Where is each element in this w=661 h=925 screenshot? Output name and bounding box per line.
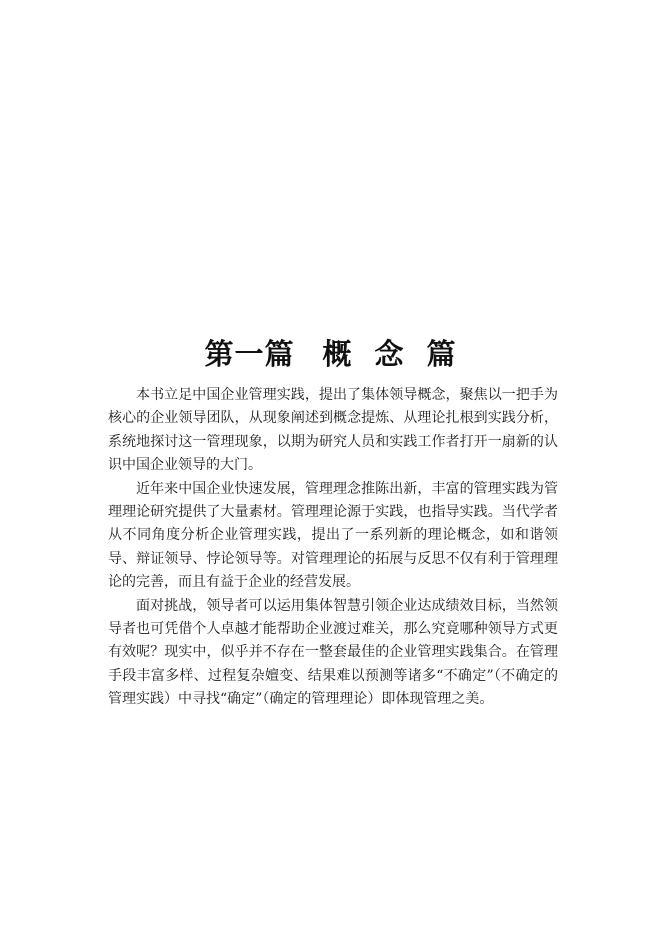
paragraph-2: 近年来中国企业快速发展，管理理念推陈出新，丰富的管理实践为管理理论研究提供了大量素材。管理理论源于实践，也指导实践。当代学者从不同角度分析企业管理实践，提出了一系列新的理论概念，如和谐领导、辩证领导、悖论领导等。对管理理论的拓展与反思不仅有利于管理理论的完善，而且有益于企业的经营发展。 xyxy=(108,480,558,591)
title-char-1: 概 xyxy=(322,337,353,371)
title-char-3: 篇 xyxy=(426,337,457,371)
paragraph-1: 本书立足中国企业管理实践，提出了集体领导概念，聚焦以一把手为核心的企业领导团队，从现象阐述到概念提炼、从理论扎根到实践分析，系统地探讨这一管理现象，以期为研究人员和实践工作者打开一扇新的认识中国企业领导的大门。 xyxy=(108,387,558,474)
paragraph-3: 面对挑战，领导者可以运用集体智慧引领企业达成绩效目标，当然领导者也可凭借个人卓越才能帮助企业渡过难关，那么究竟哪种领导方式更有效呢？现实中，似乎并不存在一整套最佳的企业管理实践集合。在管理手段丰富多样、过程复杂嬗变、结果难以预测等诸多“不确定”（不确定的管理实践）中寻找“确定”（确定的管理理论）即体现管理之美。 xyxy=(108,597,558,708)
title-char-2: 念 xyxy=(374,337,405,371)
body-text xyxy=(108,384,558,712)
part-title xyxy=(0,336,661,372)
part-number: 第一篇 xyxy=(204,337,295,371)
